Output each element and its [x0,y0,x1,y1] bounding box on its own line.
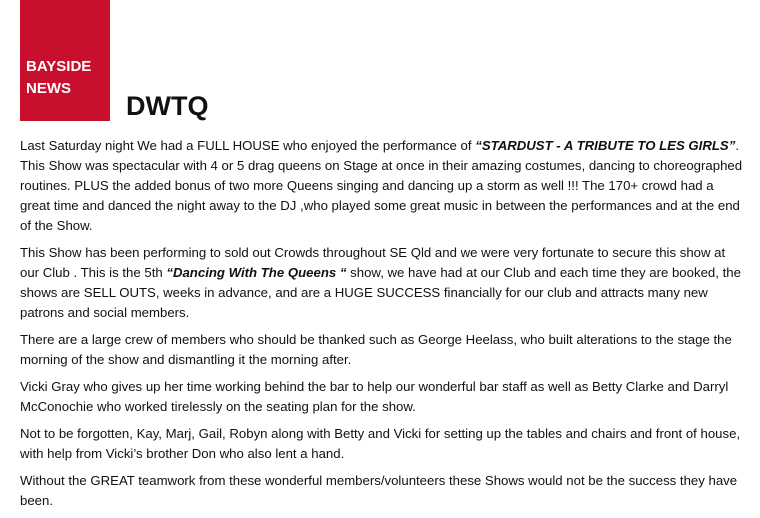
paragraph-performance [20,136,744,236]
show-title-dancing-with-the-queens: “Dancing With The Queens “ [166,265,347,280]
article-title: DWTQ [126,91,209,121]
paragraph-performance-intro: Last Saturday night We had a FULL HOUSE who enjoyed the performance of [20,138,476,153]
paragraph-bar-staff: Vicki Gray who gives up her time working behind the bar to help our wonderful bar staff as well as Betty Clarke and Darryl McConochie who worked tirelessly on the seating plan for the show. [20,379,729,414]
badge-line-bayside: BAYSIDE [26,58,92,75]
paragraph-setup-helpers: Not to be forgotten, Kay, Marj, Gail, Robyn along with Betty and Vicki for setting up the tables and chairs and front of house, with help from Vicki’s brother Don who also lent a hand. [20,426,741,461]
paragraph-sold-out-intro: This Show has been performing to sold out Crowds throughout SE Qld and we were very fortunate to secure this show at our Club . This is the 5th [20,245,726,280]
paragraph-thanks-crew: There are a large crew of members who should be thanked such as George Heelass, who built alterations to the stage the morning of the show and dismantling it the morning after. [20,332,732,367]
badge-line-news: NEWS [26,80,71,97]
paragraph-teamwork: Without the GREAT teamwork from these wonderful members/volunteers these Shows would not be the success they have been. [20,473,738,508]
article-body [20,136,744,518]
paragraph-performance-rest: . This Show was spectacular with 4 or 5 drag queens on Stage at once in their amazing costumes, dancing to choreographed routines. PLUS the added bonus of two more Queens singing and dancing up a storm as well !!! The 170+ crowd had a great time and danced the night away to the DJ ,who played some great music in between the performances and at the end of the Show. [20,138,743,233]
show-title-stardust: “STARDUST - A TRIBUTE TO LES GIRLS” [475,138,736,153]
paragraph-sold-out [20,243,744,323]
paragraph-sold-out-rest: show, we have had at our Club and each time they are booked, the shows are SELL OUTS, weeks in advance, and are a HUGE SUCCESS financially for our club and attracts many new patrons and social members. [20,265,741,320]
bayside-news-badge [20,0,110,121]
